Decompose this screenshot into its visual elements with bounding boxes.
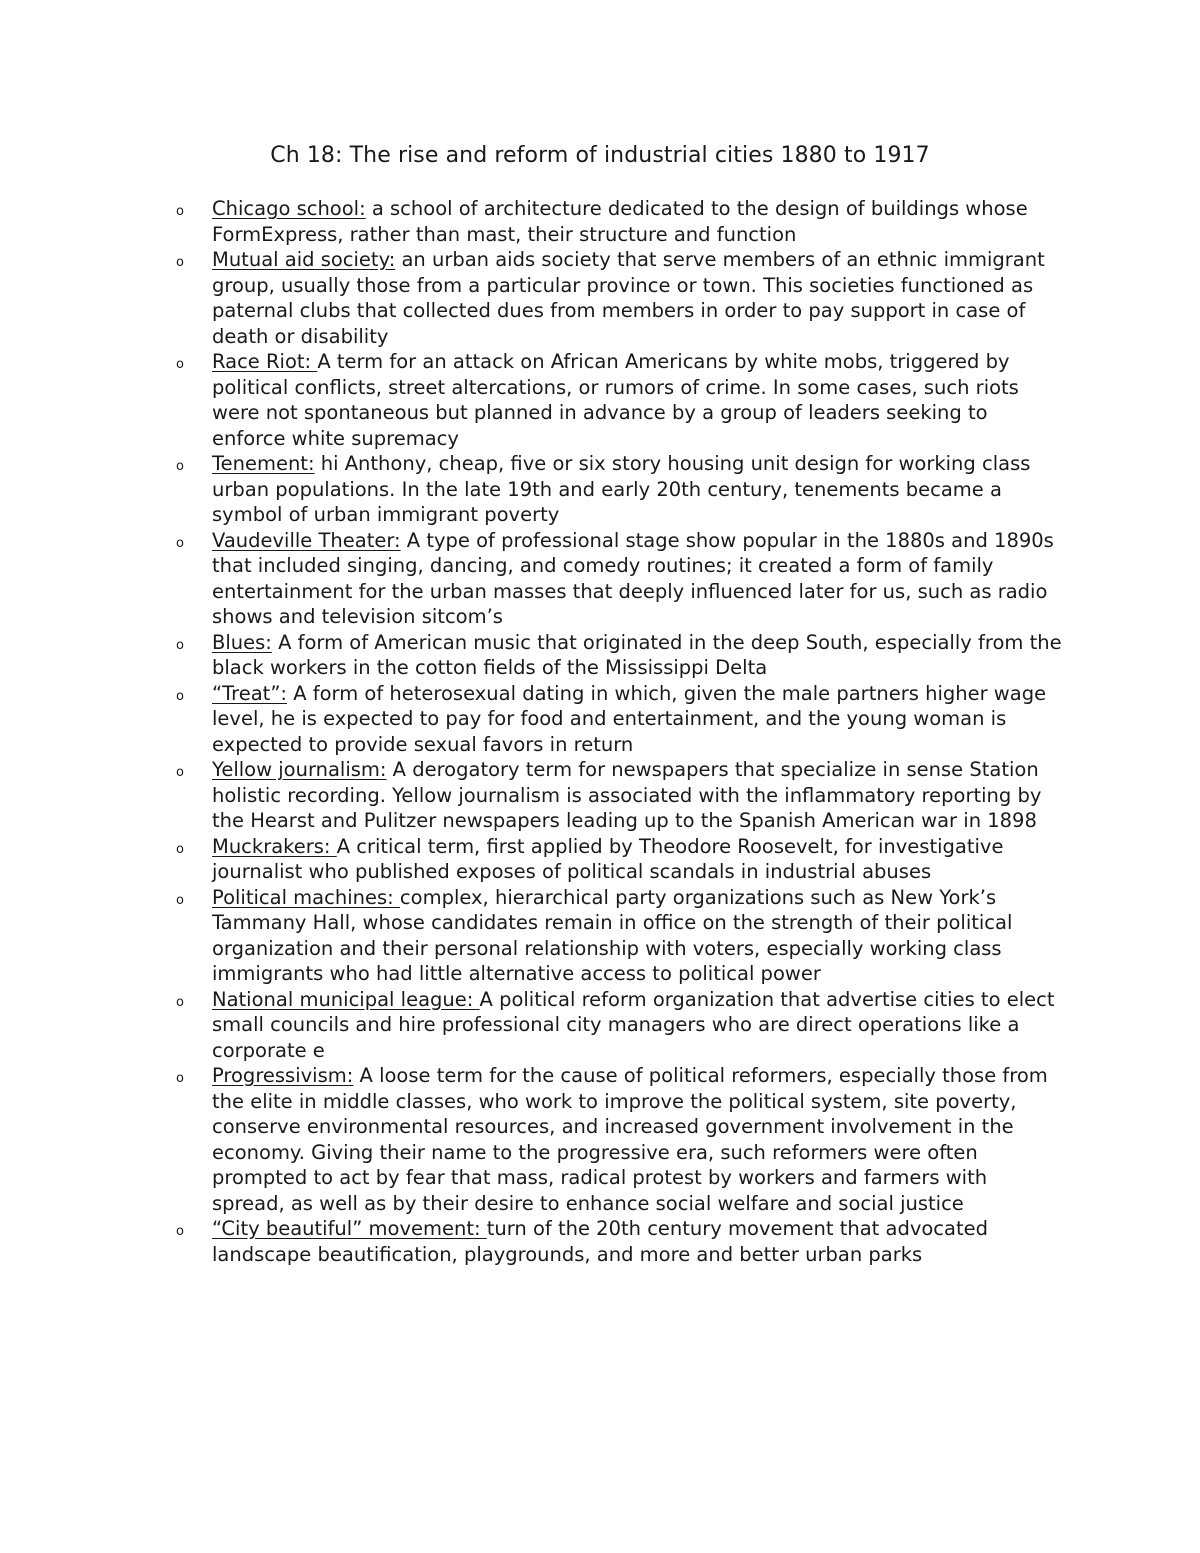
term-definition: A form of heterosexual dating in which, given the male partners higher wage level, he is expected to pay for food and entertainment, and the young woman is expected to provide sexual favors in return [212, 681, 1047, 756]
term-definition: turn of the 20th century movement that advocated landscape beautification, playgrounds, and more and better urban parks [212, 1217, 988, 1266]
term-definition: A derogatory term for newspapers that specialize in sense Station holistic recording. Yellow journalism is associated with the inflammatory reporting by the Hearst and Pulitzer newspapers leading up to the Spanish American war in 1898 [212, 758, 1042, 832]
list-item [0, 196, 1200, 247]
bullet-icon: o [176, 535, 184, 551]
bullet-icon: o [176, 204, 184, 219]
term-name: Mutual aid society: [212, 248, 396, 271]
bullet-icon: o [176, 841, 184, 857]
term-definition: A critical term, first applied by Theodore Roosevelt, for investigative journalist who published exposes of political scandals in industrial abuses [212, 834, 1004, 883]
term-name: Political machines: [212, 885, 400, 909]
term-definition: A loose term for the cause of political reformers, especially those from the elite in middle classes, who work to improve the political system, site poverty, conserve environmental resources, and increased government involvement in the economy. Giving their name to the progressive era, such reformers were often prompted to act by fear that mass, radical protest by workers and farmers with spread, as well as by their desire to enhance social welfare and social justice [212, 1064, 1048, 1215]
bullet-icon: o [176, 1071, 184, 1086]
list-item [0, 987, 1200, 1064]
bullet-icon: o [176, 765, 184, 780]
term-definition: hi Anthony, cheap, five or six story housing unit design for working class urban populations. In the late 19th and early 20th century, tenements became a symbol of urban immigrant poverty [212, 452, 1031, 526]
term-name: “City beautiful” movement: [212, 1217, 487, 1240]
term-name: Race Riot: [212, 350, 318, 373]
bullet-icon: o [176, 994, 184, 1010]
list-item [0, 681, 1200, 758]
bullet-icon: o [176, 1224, 184, 1239]
list-item [0, 630, 1200, 681]
bullet-icon: o [176, 892, 184, 908]
term-definition: A type of professional stage show popular in the 1880s and 1890s that included singing, dancing, and comedy routines; it created a form of family entertainment for the urban masses that deeply influenced later for us, such as radio shows and television sitcom’s [212, 528, 1054, 628]
term-name: “Treat”: [212, 681, 288, 705]
term-definition: complex, hierarchical party organizations such as New York’s Tammany Hall, whose candidates remain in office on the strength of their political organization and their personal relationship with voters, especially working class immigrants who had little alternative access to political power [212, 885, 1013, 985]
term-list [0, 196, 1200, 1267]
term-name: National municipal league: [212, 987, 480, 1011]
term-name: Tenement: [212, 452, 315, 475]
bullet-icon: o [176, 255, 184, 270]
term-definition: a school of architecture dedicated to the design of buildings whose FormExpress, rather than mast, their structure and function [212, 197, 1028, 246]
page-title: Ch 18: The rise and reform of industrial cities 1880 to 1917 [270, 143, 930, 168]
term-name: Progressivism: [212, 1064, 354, 1087]
bullet-icon: o [176, 637, 184, 653]
list-item [0, 349, 1200, 451]
list-item [0, 757, 1200, 834]
bullet-icon: o [176, 459, 184, 474]
list-item [0, 834, 1200, 885]
term-name: Blues: [212, 630, 272, 654]
list-item [0, 528, 1200, 630]
bullet-icon: o [176, 688, 184, 704]
bullet-icon: o [176, 357, 184, 372]
list-item [0, 1063, 1200, 1216]
term-definition: A form of American music that originated in the deep South, especially from the black workers in the cotton fields of the Mississippi Delta [212, 630, 1062, 679]
term-definition: A political reform organization that advertise cities to elect small councils and hire professional city managers who are direct operations like a corporate e [212, 987, 1055, 1062]
term-definition: an urban aids society that serve members of an ethnic immigrant group, usually those from a particular province or town. This societies functioned as paternal clubs that collected dues from members in order to pay support in case of death or disability [212, 248, 1045, 348]
term-name: Vaudeville Theater: [212, 528, 401, 552]
list-item [0, 1216, 1200, 1267]
list-item [0, 885, 1200, 987]
list-item [0, 247, 1200, 349]
term-name: Chicago school: [212, 197, 366, 220]
term-definition: A term for an attack on African Americans by white mobs, triggered by political conflicts, street altercations, or rumors of crime. In some cases, such riots were not spontaneous but planned in advance by a group of leaders seeking to enforce white supremacy [212, 350, 1019, 450]
list-item [0, 451, 1200, 528]
term-name: Yellow journalism: [212, 758, 387, 781]
term-name: Muckrakers: [212, 834, 337, 858]
